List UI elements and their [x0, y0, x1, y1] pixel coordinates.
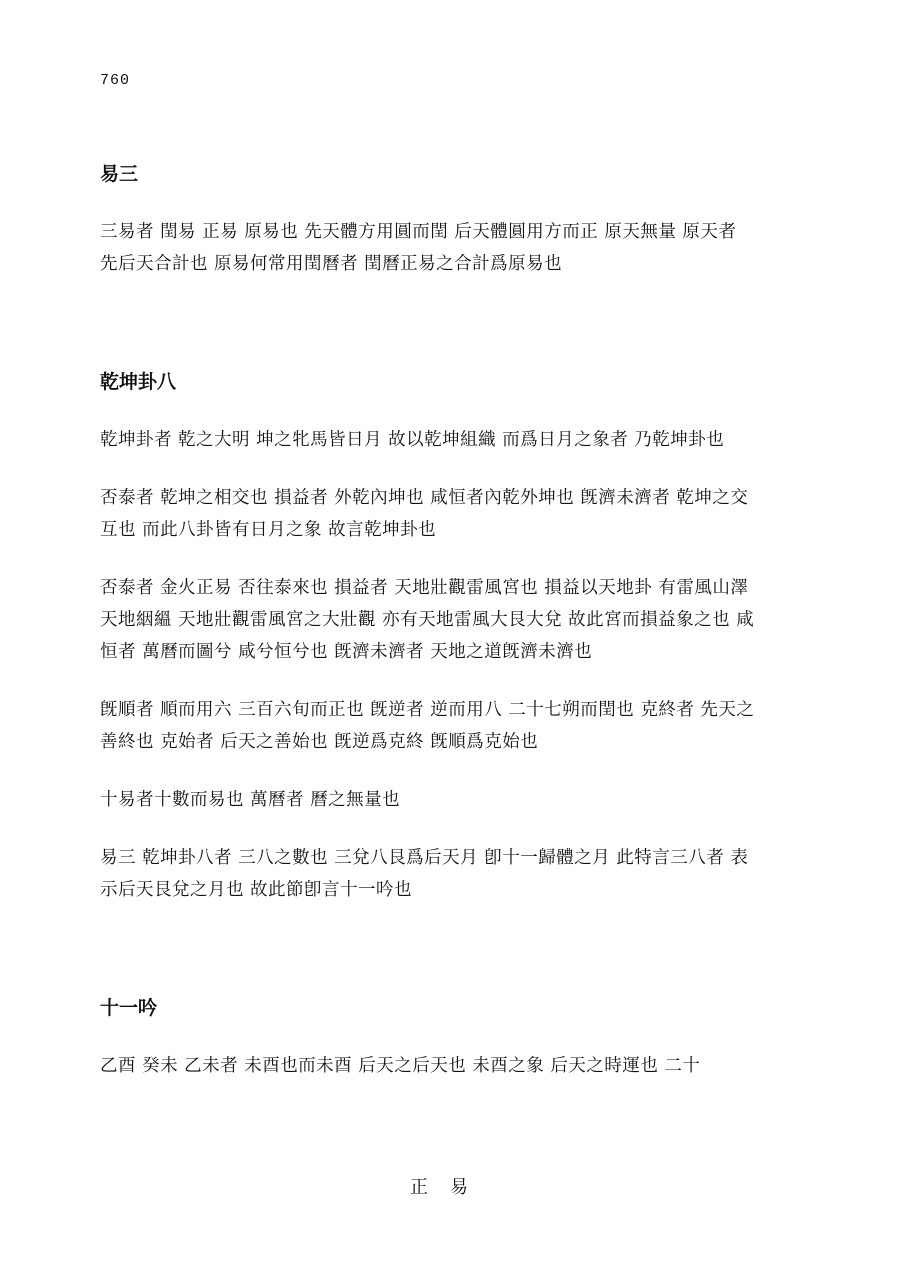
paragraph: 乙酉 癸未 乙未者 未酉也而未酉 后天之后天也 未酉之象 后天之時運也 二十: [100, 1056, 701, 1076]
section-heading-3: 十一吟: [100, 997, 158, 1019]
paragraph: 易三 乾坤卦八者 三八之數也 三兌八艮爲后天月 卽十一歸體之月 此特言三八者 表示后天艮兌之月也 故此節卽言十一吟也: [100, 848, 749, 900]
paragraph: 十易者十數而易也 萬曆者 曆之無量也: [100, 790, 401, 810]
section-spacer: [100, 306, 760, 368]
section-heading-2: 乾坤卦八: [100, 371, 177, 393]
paragraph: 否泰者 乾坤之相交也 損益者 外乾內坤也 咸恒者內乾外坤也 旣濟未濟者 乾坤之交互也 而此八卦皆有日月之象 故言乾坤卦也: [100, 488, 749, 540]
paragraph: 三易者 閏易 正易 原易也 先天體方用圓而閏 后天體圓用方而正 原天無量 原天者 先后天合計也 原易何常用閏曆者 閏曆正易之合計爲原易也: [100, 222, 737, 274]
section-heading-1: 易三: [100, 163, 139, 185]
document-body: [100, 160, 760, 1108]
paragraph: 乾坤卦者 乾之大明 坤之牝馬皆日月 故以乾坤組織 而爲日月之象者 乃乾坤卦也: [100, 430, 725, 450]
paragraph: 旣順者 順而用六 三百六旬而正也 旣逆者 逆而用八 二十七朔而閏也 克終者 先天之善終也 克始者 后天之善始也 旣逆爲克終 旣順爲克始也: [100, 700, 755, 752]
page-footer-title: 正易: [410, 1177, 490, 1198]
paragraph: 否泰者 金火正易 否往泰來也 損益者 天地壯觀雷風宮也 損益以天地卦 有雷風山澤 天地絪縕 天地壯觀雷風宮之大壯觀 亦有天地雷風大艮大兌 故此宮而損益象之也 咸恒者 萬曆而圖兮 咸兮恒兮也 旣濟未濟者 天地之道旣濟未濟也: [100, 578, 755, 662]
section-spacer: [100, 932, 760, 994]
page-number: 760: [100, 72, 131, 89]
